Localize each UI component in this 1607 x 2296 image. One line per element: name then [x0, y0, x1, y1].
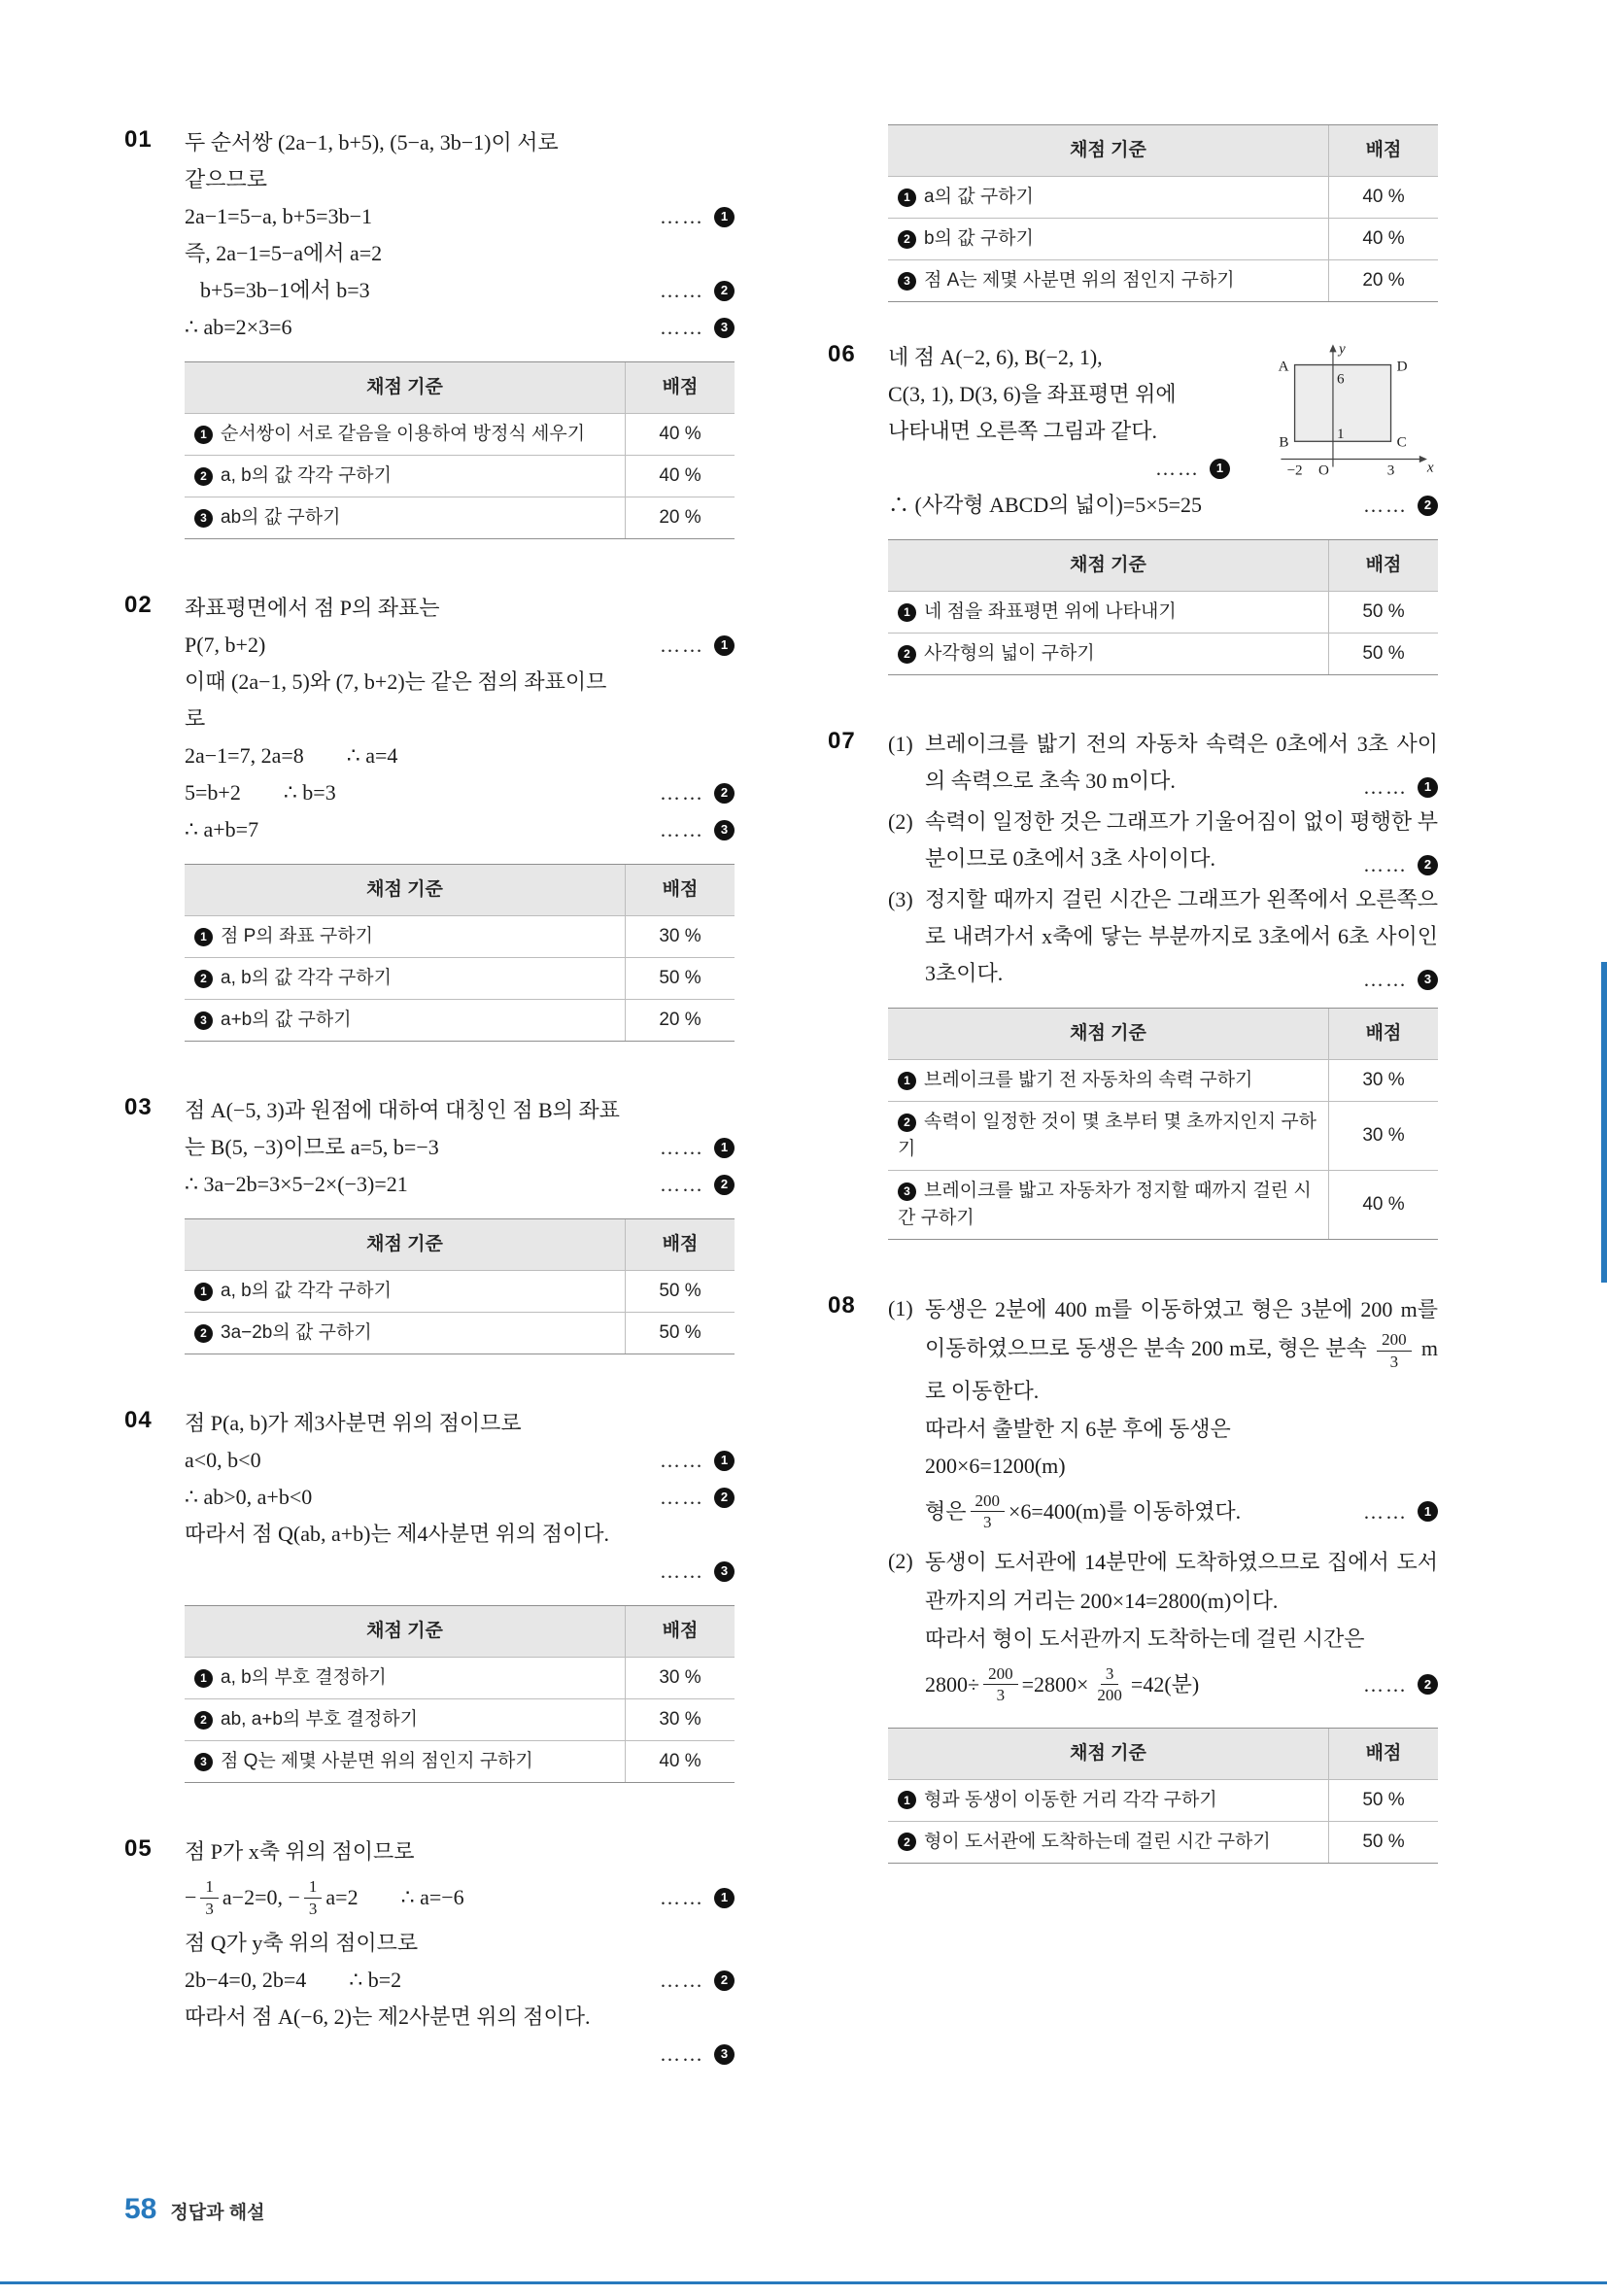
step-marker	[660, 1166, 735, 1203]
criteria-header: 채점 기준	[185, 1219, 626, 1271]
math-line: 2a−1=7, 2a=8 ∴ a=4	[185, 743, 398, 769]
solution-line: 좌표평면에서 점 P의 좌표는	[185, 596, 440, 621]
dots: ……	[660, 316, 704, 339]
problem-02	[124, 590, 735, 1045]
marker-circle: 2	[714, 281, 735, 301]
grading-criteria-table	[185, 361, 735, 539]
marker-circle: 2	[714, 1970, 735, 1991]
label-y-axis: y	[1339, 341, 1346, 358]
step-marker	[660, 1962, 735, 1999]
marker-circle: 1	[194, 1669, 213, 1688]
solution-line: 로	[185, 706, 206, 732]
solution-line: 네 점 A(−2, 6), B(−2, 1),	[888, 345, 1103, 370]
step-marker	[1363, 961, 1438, 998]
table-row	[185, 456, 735, 497]
marker-circle: 3	[714, 820, 735, 840]
score-value: 40 %	[626, 414, 735, 456]
marker-circle: 1	[1418, 1501, 1438, 1522]
marker-circle: 3	[898, 272, 916, 291]
math-line: 형은 $\frac{200}{3}$ ×6=400(m)를 이동하였다. …… 1	[925, 1485, 1438, 1539]
marker-circle: 1	[194, 426, 213, 444]
dots: ……	[1363, 968, 1408, 992]
solution-body	[888, 339, 1438, 679]
math-line: 5=b+2 ∴ b=3 …… 2	[185, 774, 735, 811]
criteria-text: 3a−2b의 값 구하기	[221, 1322, 372, 1344]
solution-line: 이때 (2a−1, 5)와 (7, b+2)는 같은 점의 좌표이므	[185, 669, 607, 695]
step-marker	[1363, 1493, 1438, 1530]
marker-circle: 1	[194, 928, 213, 946]
dots: ……	[1363, 853, 1408, 877]
solution-body	[185, 1833, 735, 2073]
math-line: ∴ a+b=7 …… 3	[185, 811, 735, 848]
marker-circle: 1	[714, 1451, 735, 1471]
marker-circle: 2	[1418, 496, 1438, 516]
marker-circle: 1	[1418, 777, 1438, 798]
marker-circle: 2	[1418, 855, 1438, 875]
part-label: (2)	[888, 809, 913, 835]
marker-line	[185, 1553, 735, 1590]
solution-paragraph	[888, 804, 1438, 877]
score-value: 50 %	[626, 1313, 735, 1354]
score-value: 50 %	[1329, 592, 1439, 634]
criteria-text: a+b의 값 구하기	[221, 1010, 352, 1031]
solution-line: 따라서 점 Q(ab, a+b)는 제4사분면 위의 점이다.	[185, 1522, 610, 1547]
numerator: 3	[1101, 1663, 1119, 1685]
step-marker	[1363, 846, 1438, 883]
grading-criteria-table	[888, 1728, 1438, 1864]
dots: ……	[1363, 1499, 1408, 1524]
marker-circle: 2	[898, 645, 916, 664]
dots: ……	[660, 2042, 704, 2067]
fraction	[304, 1876, 323, 1919]
bottom-rule	[0, 2281, 1607, 2284]
denominator: 3	[996, 1686, 1006, 1705]
table-row	[185, 1658, 735, 1699]
numerator: 200	[1377, 1329, 1412, 1351]
paragraph-text: 동생이 도서관에 14분만에 도착하였으므로 집에서 도서관까지의 거리는 200×14=2800(m)이다. 따라서 형이 도서관까지 도착하는데 걸린 시간은 2800÷ $\frac{200}{3}$ =2800× $\frac{3}{200}$ =42(분) …… 2	[925, 1543, 1438, 1712]
page-footer	[124, 2193, 264, 2226]
score-value: 20 %	[626, 1000, 735, 1042]
step-marker	[660, 1879, 735, 1916]
criteria-text: ab, a+b의 부호 결정하기	[221, 1709, 418, 1731]
criteria-header: 채점 기준	[888, 1728, 1329, 1779]
criteria-text: 형과 동생이 이동한 거리 각각 구하기	[924, 1789, 1217, 1810]
step-marker	[660, 198, 735, 235]
solution-line: 점 P(a, b)가 제3사분면 위의 점이므로	[185, 1411, 522, 1436]
tick-1: 1	[1336, 427, 1345, 443]
table-row	[185, 1741, 735, 1783]
marker-circle: 1	[898, 603, 916, 622]
dots: ……	[660, 279, 704, 302]
marker-line	[185, 2036, 735, 2073]
dots: ……	[660, 1486, 704, 1510]
grading-criteria-table	[185, 1605, 735, 1783]
marker-circle: 3	[194, 1011, 213, 1030]
criteria-text: ab의 값 구하기	[221, 507, 341, 529]
grading-criteria-table	[888, 539, 1438, 675]
numerator: 1	[304, 1876, 323, 1898]
marker-circle: 2	[194, 970, 213, 988]
page-number: 58	[124, 2193, 157, 2225]
dots: ……	[660, 634, 704, 658]
table-row	[888, 592, 1438, 634]
grading-criteria-table	[185, 1218, 735, 1354]
footer-label: 정답과 해설	[170, 2203, 265, 2223]
marker-circle: 2	[194, 1324, 213, 1343]
denominator: 3	[205, 1899, 214, 1918]
dots: ……	[660, 205, 704, 228]
content-columns	[124, 124, 1438, 2119]
dots: ……	[660, 1559, 704, 1584]
marker-circle: 1	[194, 1283, 213, 1301]
solution-body	[185, 590, 735, 1045]
criteria-text: 점 Q는 제몇 사분면 위의 점인지 구하기	[221, 1751, 533, 1772]
label-D: D	[1396, 359, 1408, 375]
solution-body	[185, 1405, 735, 1787]
dots: ……	[660, 1969, 704, 1993]
score-header: 배점	[1329, 1728, 1439, 1779]
math-line: a<0, b<0 …… 1	[185, 1442, 735, 1479]
table-row	[888, 634, 1438, 675]
step-marker	[660, 309, 735, 346]
score-value: 50 %	[1329, 634, 1439, 675]
tick-6: 6	[1336, 371, 1345, 388]
step-marker	[660, 811, 735, 848]
problem-number: 01	[124, 126, 153, 153]
dots: ……	[660, 818, 704, 842]
step-marker	[1363, 1666, 1438, 1703]
edge-tab-marker	[1601, 962, 1607, 1283]
numerator: 200	[971, 1491, 1006, 1512]
marker-line	[888, 450, 1230, 487]
part-label: (3)	[888, 887, 913, 912]
right-column	[828, 124, 1438, 2119]
solution-line: 두 순서쌍 (2a−1, b+5), (5−a, 3b−1)이 서로	[185, 130, 559, 154]
label-B: B	[1279, 434, 1289, 451]
step-marker	[660, 272, 735, 309]
criteria-header: 채점 기준	[185, 1606, 626, 1658]
step-marker	[660, 774, 735, 811]
problem-06	[828, 339, 1438, 679]
solution-paragraph	[888, 1290, 1438, 1539]
fraction	[1377, 1329, 1412, 1372]
step-marker	[660, 627, 735, 664]
table-row	[888, 1821, 1438, 1863]
label-A: A	[1278, 359, 1289, 375]
solution-line: 점 A(−5, 3)과 원점에 대하여 대칭인 점 B의 좌표	[185, 1098, 620, 1123]
solution-line: C(3, 1), D(3, 6)을 좌표평면 위에	[888, 382, 1177, 407]
table-row	[888, 1171, 1438, 1240]
score-value: 50 %	[1329, 1821, 1439, 1863]
solution-body	[888, 1290, 1438, 1868]
x-axis-arrow	[1419, 456, 1427, 463]
fraction	[971, 1491, 1006, 1533]
numerator: 200	[983, 1663, 1018, 1685]
tick-minus2: −2	[1286, 463, 1303, 479]
solution-text	[888, 339, 1230, 487]
problem-number: 07	[828, 728, 856, 755]
score-header: 배점	[626, 1219, 735, 1271]
criteria-header: 채점 기준	[888, 540, 1329, 592]
math-line: 2a−1=5−a, b+5=3b−1 …… 1	[185, 198, 735, 235]
criteria-header: 채점 기준	[888, 1009, 1329, 1060]
problem-01	[124, 124, 735, 543]
solution-line: 점 P가 x축 위의 점이므로	[185, 1839, 415, 1865]
table-row	[185, 1313, 735, 1354]
marker-circle: 2	[194, 1711, 213, 1730]
dots: ……	[1155, 457, 1200, 481]
solution-line: 같으므로	[185, 167, 268, 191]
problem-05-table-continuation	[828, 124, 1438, 306]
marker-circle: 2	[714, 1488, 735, 1508]
table-row	[888, 1060, 1438, 1102]
denominator: 3	[308, 1899, 318, 1918]
score-value: 30 %	[626, 1699, 735, 1741]
score-header: 배점	[1329, 1009, 1439, 1060]
table-row	[888, 1102, 1438, 1171]
marker-circle: 3	[898, 1182, 916, 1201]
solution-body	[888, 124, 1438, 306]
math-line: 즉, 2a−1=5−a에서 a=2	[185, 241, 383, 265]
table-row	[888, 177, 1438, 219]
table-row	[888, 260, 1438, 302]
part-label: (1)	[888, 732, 913, 757]
label-origin: O	[1317, 463, 1329, 479]
criteria-text: 네 점을 좌표평면 위에 나타내기	[924, 601, 1177, 623]
criteria-text: 형이 도서관에 도착하는데 걸린 시간 구하기	[924, 1831, 1271, 1852]
number-gutter	[828, 124, 871, 306]
marker-circle: 2	[898, 1114, 916, 1132]
marker-circle: 3	[194, 509, 213, 528]
paragraph-text: 속력이 일정한 것은 그래프가 기울어짐이 없이 평행한 부분이므로 0초에서 3초 사이이다. …… 2	[925, 804, 1438, 877]
score-value: 40 %	[1329, 1171, 1439, 1240]
problem-number: 02	[124, 592, 153, 619]
dots: ……	[1363, 494, 1408, 518]
math-line: 2b−4=0, 2b=4 ∴ b=2 …… 2	[185, 1962, 735, 1999]
score-header: 배점	[1329, 540, 1439, 592]
marker-circle: 3	[714, 1561, 735, 1582]
solution-line: 따라서 점 A(−6, 2)는 제2사분면 위의 점이다.	[185, 2005, 591, 2030]
label-C: C	[1396, 434, 1407, 451]
problem-number: 05	[124, 1835, 153, 1863]
denominator: 200	[1097, 1686, 1122, 1705]
score-value: 30 %	[1329, 1060, 1439, 1102]
table-row	[185, 1000, 735, 1042]
step-marker	[660, 2036, 735, 2073]
coordinate-figure	[1238, 339, 1438, 487]
score-value: 50 %	[626, 958, 735, 1000]
criteria-text: 브레이크를 밟기 전 자동차의 속력 구하기	[924, 1070, 1253, 1091]
math-line: b+5=3b−1에서 b=3 …… 2	[185, 272, 735, 309]
criteria-text: 순서쌍이 서로 같음을 이용하여 방정식 세우기	[221, 424, 586, 444]
criteria-text: 속력이 일정한 것이 몇 초부터 몇 초까지인지 구하기	[898, 1112, 1317, 1160]
criteria-text: 점 A는 제몇 사분면 위의 점인지 구하기	[924, 270, 1235, 291]
problem-04	[124, 1405, 735, 1787]
solution-line: 나타내면 오른쪽 그림과 같다.	[888, 419, 1158, 444]
math-line: 는 B(5, −3)이므로 a=5, b=−3 …… 1	[185, 1129, 735, 1166]
paragraph-text: 정지할 때까지 걸린 시간은 그래프가 왼쪽에서 오른쪽으로 내려가서 x축에 닿는 부분까지로 3초에서 6초 사이인 3초이다. …… 3	[925, 881, 1438, 992]
dots: ……	[660, 1173, 704, 1197]
fraction	[1092, 1663, 1127, 1706]
marker-circle: 1	[714, 1888, 735, 1908]
solution-paragraph	[888, 881, 1438, 992]
math-line: 200×6=1200(m)	[925, 1453, 1066, 1478]
table-row	[185, 958, 735, 1000]
score-value: 50 %	[1329, 1779, 1439, 1821]
denominator: 3	[1389, 1352, 1399, 1371]
marker-circle: 1	[898, 1072, 916, 1090]
solution-body	[185, 124, 735, 543]
problem-05	[124, 1833, 735, 2073]
criteria-text: 점 P의 좌표 구하기	[221, 926, 373, 947]
solution-paragraph	[888, 726, 1438, 800]
table-row	[185, 497, 735, 539]
paragraph-text: 동생은 2분에 400 m를 이동하였고 형은 3분에 200 m를 이동하였으므로 동생은 분속 200 m로, 형은 분속 $\frac{200}{3}$ m로 이동한다. 따라서 출발한 지 6분 후에 동생은 200×6=1200(m) 형은 $\frac{200}{3}$ ×6=400(m)를 이동하였다. …… 1	[925, 1290, 1438, 1539]
solution-body	[185, 1092, 735, 1358]
math-line: 2800÷ $\frac{200}{3}$ =2800× $\frac{3}{200}$ =42(분) …… 2	[925, 1658, 1438, 1712]
step-marker	[1363, 487, 1438, 524]
score-header: 배점	[626, 1606, 735, 1658]
step-marker	[660, 1479, 735, 1516]
math-line: ∴ 3a−2b=3×5−2×(−3)=21 …… 2	[185, 1166, 735, 1203]
problem-07	[828, 726, 1438, 1244]
solution-paragraph	[888, 1543, 1438, 1712]
criteria-text: a, b의 값 각각 구하기	[221, 1281, 393, 1302]
numerator: 1	[200, 1876, 219, 1898]
grading-criteria-table	[888, 1008, 1438, 1240]
score-value: 50 %	[626, 1271, 735, 1313]
marker-circle: 2	[714, 1175, 735, 1195]
step-marker	[1155, 450, 1230, 487]
criteria-header: 채점 기준	[185, 865, 626, 916]
marker-circle: 3	[1418, 970, 1438, 990]
criteria-text: 브레이크를 밟고 자동차가 정지할 때까지 걸린 시간 구하기	[898, 1181, 1312, 1229]
problem-08	[828, 1290, 1438, 1868]
score-value: 20 %	[1329, 260, 1439, 302]
math-line: − $\frac{1}{3}$ a−2=0, − $\frac{1}{3}$ a=2 ∴ a=−6 …… 1	[185, 1870, 735, 1925]
problem-number: 08	[828, 1292, 856, 1319]
part-label: (1)	[888, 1296, 913, 1321]
marker-circle: 3	[714, 2044, 735, 2065]
marker-circle: 2	[898, 1833, 916, 1851]
score-value: 40 %	[1329, 219, 1439, 260]
math-line: ∴ (사각형 ABCD의 넓이)=5×5=25 …… 2	[888, 487, 1438, 524]
criteria-text: 사각형의 넓이 구하기	[924, 643, 1095, 665]
y-axis-arrow	[1329, 344, 1336, 352]
math-line: ∴ ab>0, a+b<0 …… 2	[185, 1479, 735, 1516]
score-value: 40 %	[626, 1741, 735, 1783]
dots: ……	[1363, 775, 1408, 800]
solution-line: 따라서 출발한 지 6분 후에 동생은	[925, 1416, 1231, 1441]
marker-circle: 1	[1210, 459, 1230, 479]
grading-criteria-table	[888, 124, 1438, 302]
solution-body	[888, 726, 1438, 1244]
marker-circle: 2	[898, 230, 916, 249]
table-row	[888, 219, 1438, 260]
table-row	[185, 1699, 735, 1741]
denominator: 3	[983, 1513, 992, 1532]
marker-circle: 3	[194, 1753, 213, 1771]
table-row	[185, 916, 735, 958]
dots: ……	[660, 1136, 704, 1160]
criteria-text: a, b의 값 각각 구하기	[221, 465, 393, 487]
dots: ……	[660, 1449, 704, 1473]
dots: ……	[1363, 1672, 1408, 1696]
marker-circle: 2	[714, 783, 735, 804]
score-value: 30 %	[1329, 1102, 1439, 1171]
math-line: ∴ ab=2×3=6 …… 3	[185, 309, 735, 346]
criteria-text: a, b의 부호 결정하기	[221, 1667, 387, 1689]
step-marker	[1363, 769, 1438, 805]
math-line: P(7, b+2) …… 1	[185, 627, 735, 664]
marker-circle: 3	[714, 318, 735, 338]
marker-circle: 1	[898, 188, 916, 207]
criteria-text: b의 값 구하기	[924, 228, 1034, 250]
text-and-figure	[888, 339, 1438, 487]
marker-circle: 1	[714, 207, 735, 227]
dots: ……	[660, 781, 704, 805]
fraction	[983, 1663, 1018, 1706]
step-marker	[660, 1129, 735, 1166]
tick-3: 3	[1386, 463, 1395, 479]
grading-criteria-table	[185, 864, 735, 1042]
score-header: 배점	[626, 865, 735, 916]
score-value: 20 %	[626, 497, 735, 539]
criteria-header: 채점 기준	[185, 362, 626, 414]
label-x-axis: x	[1426, 460, 1434, 476]
paragraph-text: 브레이크를 밟기 전의 자동차 속력은 0초에서 3초 사이의 속력으로 초속 30 m이다. …… 1	[925, 726, 1438, 800]
problem-03	[124, 1092, 735, 1358]
table-row	[185, 1271, 735, 1313]
left-column	[124, 124, 735, 2119]
solution-line: 따라서 형이 도서관까지 도착하는데 걸린 시간은	[925, 1626, 1365, 1651]
step-marker	[660, 1553, 735, 1590]
score-header: 배점	[1329, 125, 1439, 177]
score-value: 40 %	[626, 456, 735, 497]
criteria-header: 채점 기준	[888, 125, 1329, 177]
score-value: 30 %	[626, 916, 735, 958]
step-marker	[660, 1442, 735, 1479]
marker-circle: 1	[714, 635, 735, 656]
score-header: 배점	[626, 362, 735, 414]
problem-number: 04	[124, 1407, 153, 1434]
dots: ……	[660, 1886, 704, 1910]
marker-circle: 1	[898, 1791, 916, 1809]
marker-circle: 2	[1418, 1674, 1438, 1695]
score-value: 40 %	[1329, 177, 1439, 219]
table-row	[185, 414, 735, 456]
criteria-text: a의 값 구하기	[924, 187, 1034, 207]
fraction	[200, 1876, 219, 1919]
problem-number: 06	[828, 341, 856, 368]
marker-circle: 1	[714, 1138, 735, 1158]
table-row	[888, 1779, 1438, 1821]
part-label: (2)	[888, 1548, 913, 1573]
score-value: 30 %	[626, 1658, 735, 1699]
criteria-text: a, b의 값 각각 구하기	[221, 968, 393, 989]
problem-number: 03	[124, 1094, 153, 1121]
solution-line: 점 Q가 y축 위의 점이므로	[185, 1931, 419, 1956]
marker-circle: 2	[194, 467, 213, 486]
